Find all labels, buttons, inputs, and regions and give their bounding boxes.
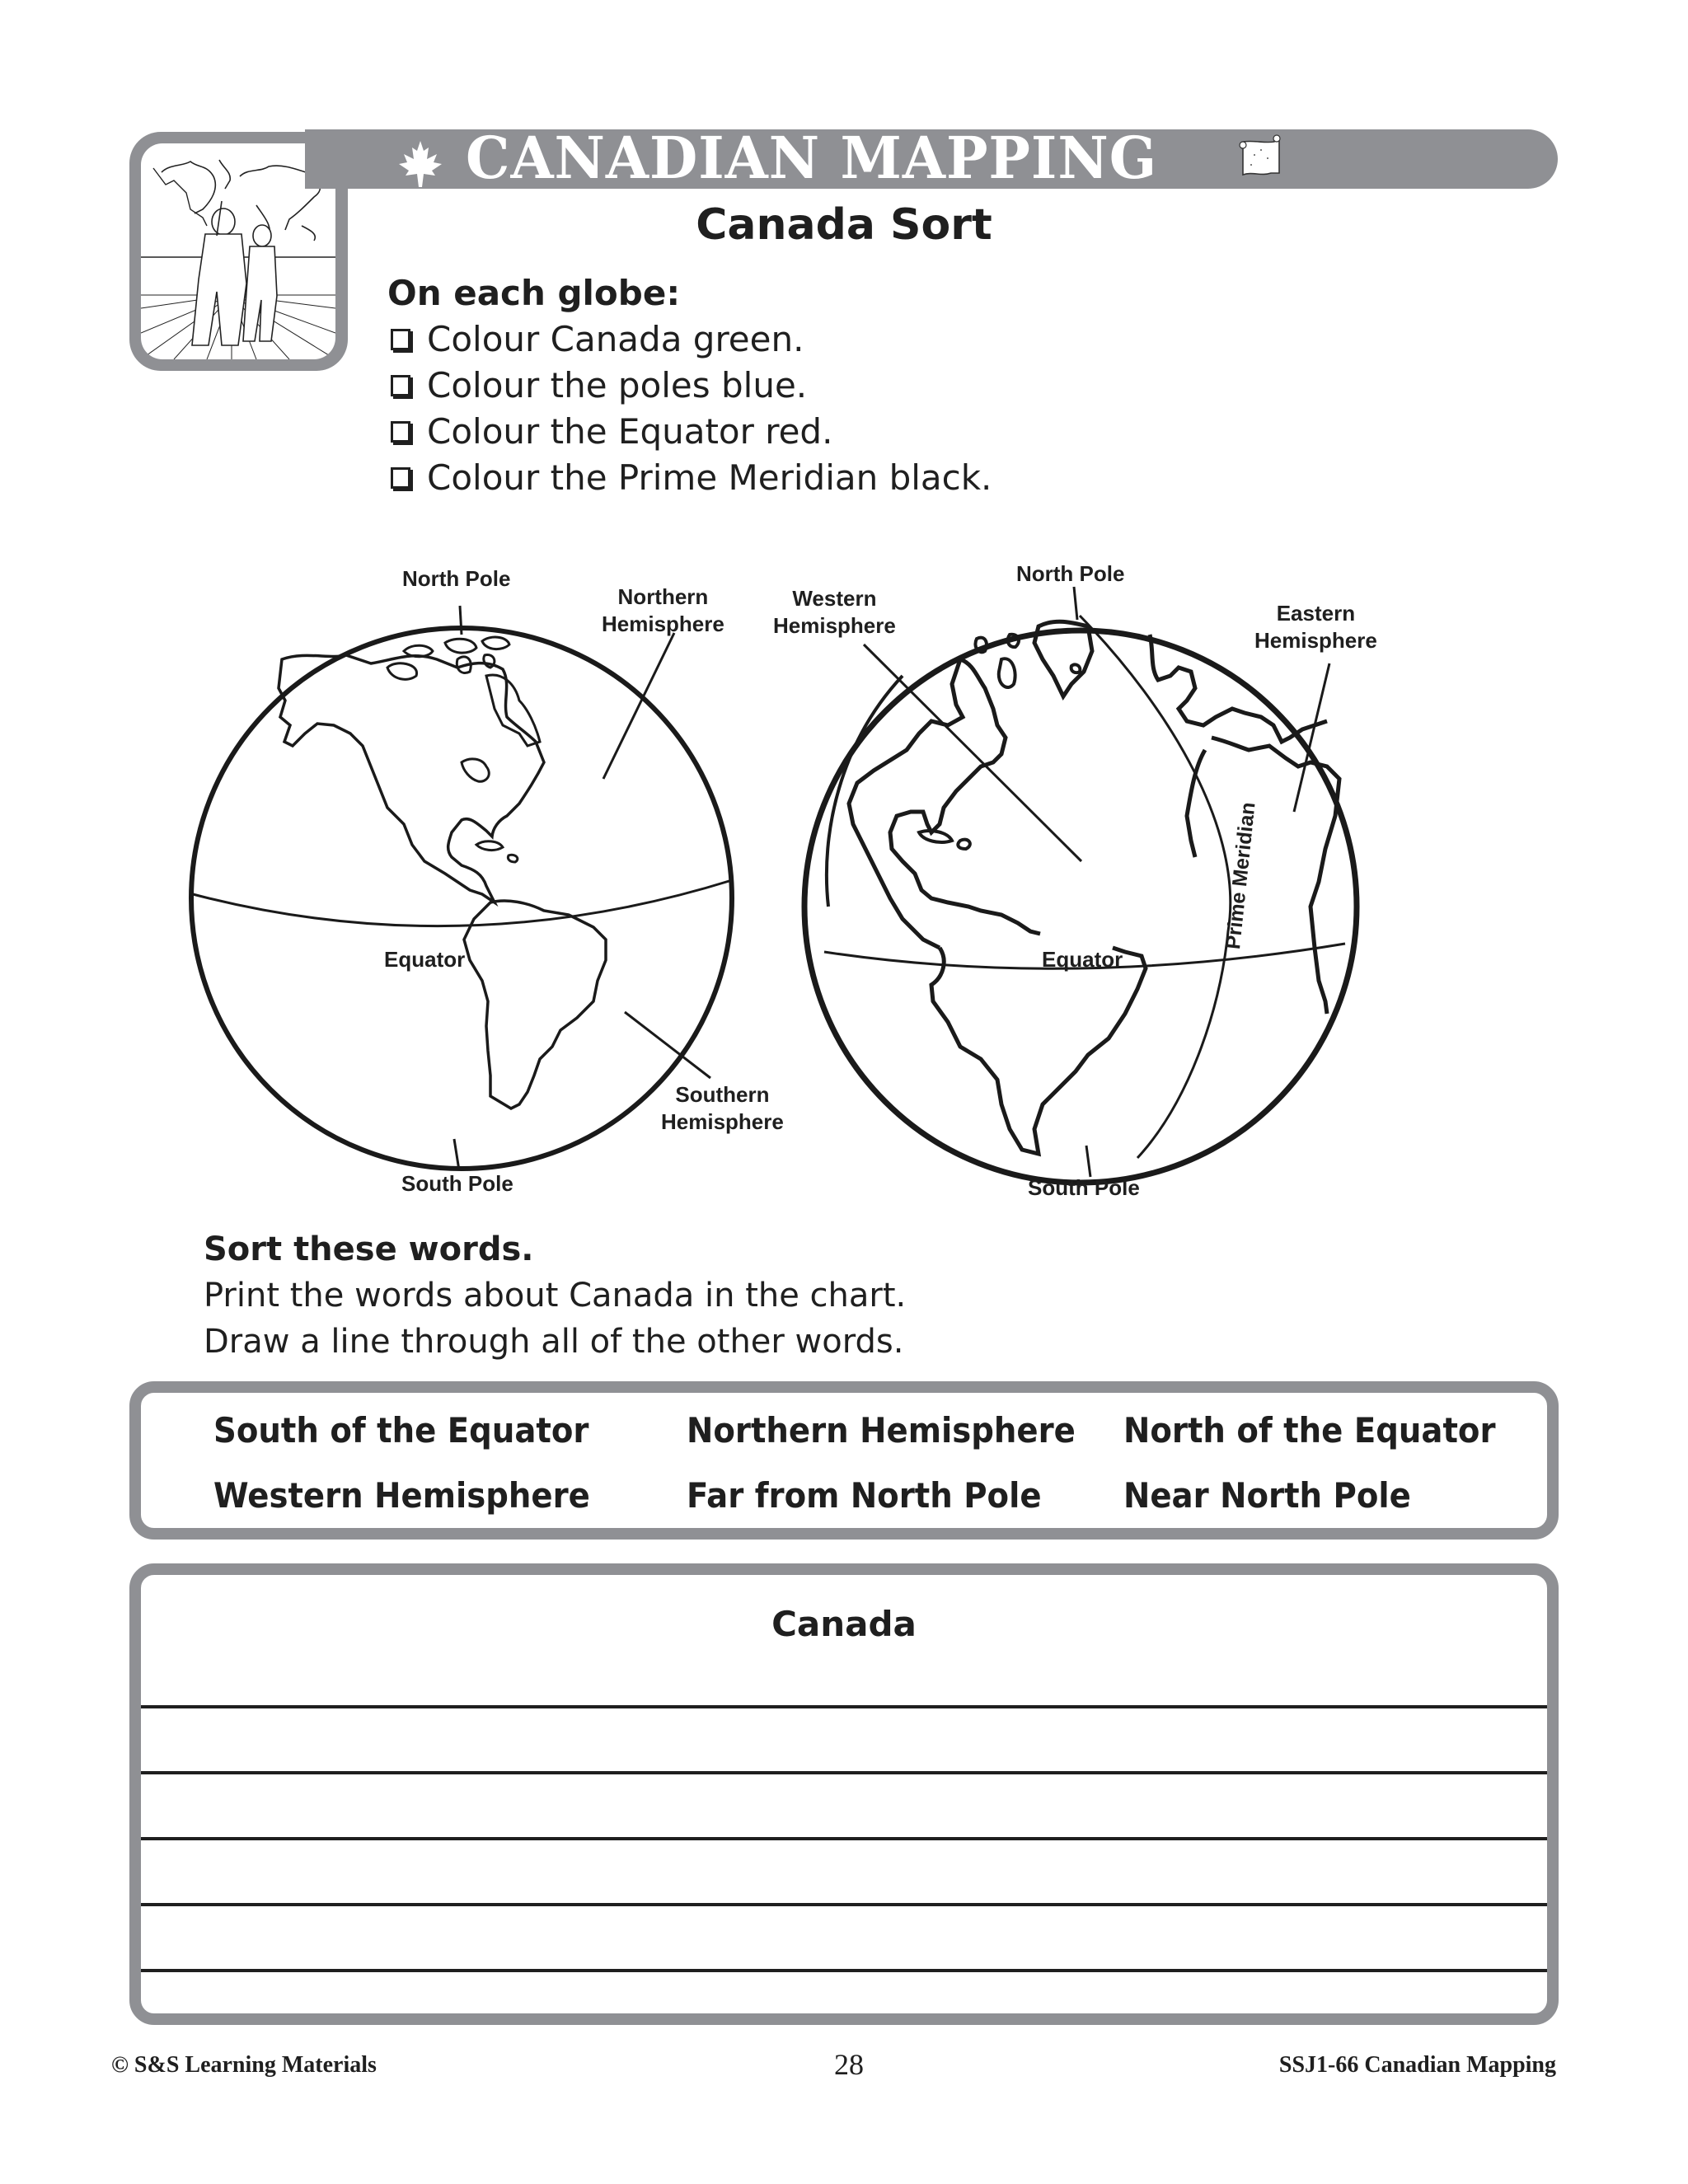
right-globe [804, 587, 1357, 1183]
writing-line[interactable] [141, 1705, 1547, 1708]
writing-line[interactable] [141, 1969, 1547, 1972]
sort-instruction-line: Draw a line through all of the other words. [204, 1323, 904, 1361]
label-line: Eastern [1276, 601, 1356, 626]
checkbox-icon[interactable] [391, 375, 410, 396]
label-line: Hemisphere [773, 613, 896, 638]
word-bank-item[interactable]: Western Hemisphere [213, 1475, 590, 1516]
label-line: Hemisphere [602, 612, 724, 636]
instruction-text: Colour Canada green. [427, 319, 804, 359]
sort-heading: Sort these words. [204, 1230, 534, 1268]
canada-chart [129, 1563, 1559, 2025]
left-south-pole-label: South Pole [401, 1171, 513, 1196]
label-line: Western [792, 586, 877, 611]
writing-line[interactable] [141, 1903, 1547, 1906]
instruction-item [387, 409, 992, 455]
footer-book-title: SSJ1-66 Canadian Mapping [1278, 2052, 1556, 2078]
instruction-text: Colour the Prime Meridian black. [427, 457, 992, 498]
word-bank-item[interactable]: North of the Equator [1123, 1410, 1496, 1451]
instructions-heading: On each globe: [387, 273, 681, 313]
scroll-map-icon [1236, 132, 1287, 178]
instruction-item [387, 316, 992, 363]
page-title: Canada Sort [696, 200, 992, 250]
label-line: Hemisphere [1254, 628, 1377, 653]
label-line: Northern [617, 584, 709, 609]
right-equator-label: Equator [1042, 947, 1123, 972]
sort-instructions [204, 1226, 906, 1365]
left-globe [191, 606, 732, 1170]
right-north-pole-label: North Pole [1016, 561, 1125, 586]
prime-meridian-label: Prime Meridian [1221, 800, 1260, 951]
instruction-text: Colour the poles blue. [427, 365, 808, 405]
western-hemisphere-label [773, 585, 896, 640]
banner-title: CANADIAN MAPPING [466, 124, 1158, 192]
eastern-hemisphere-label [1254, 600, 1377, 654]
word-bank-item[interactable]: Near North Pole [1123, 1475, 1411, 1516]
sort-instruction-line: Print the words about Canada in the chart. [204, 1277, 907, 1315]
globe-instructions [387, 270, 992, 501]
left-equator-label: Equator [384, 947, 466, 972]
checkbox-icon[interactable] [391, 467, 410, 489]
word-bank-item[interactable]: Far from North Pole [687, 1475, 1042, 1516]
page-number: 28 [834, 2048, 864, 2081]
instruction-text: Colour the Equator red. [427, 411, 833, 452]
label-line: Hemisphere [661, 1109, 784, 1134]
left-northern-hemisphere-label [602, 583, 724, 638]
checkbox-icon[interactable] [391, 421, 410, 443]
right-south-pole-label: South Pole [1028, 1175, 1140, 1200]
checkbox-icon[interactable] [391, 329, 410, 350]
instruction-item [387, 363, 992, 409]
instruction-item [387, 455, 992, 501]
word-bank-item[interactable]: South of the Equator [213, 1410, 589, 1451]
word-bank-item[interactable]: Northern Hemisphere [687, 1410, 1076, 1451]
writing-line[interactable] [141, 1837, 1547, 1840]
writing-line[interactable] [141, 1771, 1547, 1774]
chart-title: Canada [771, 1604, 917, 1644]
maple-leaf-icon [394, 138, 447, 190]
word-bank [129, 1381, 1559, 1540]
left-southern-hemisphere-label [661, 1081, 784, 1136]
left-north-pole-label: North Pole [402, 566, 511, 591]
label-line: Southern [675, 1082, 770, 1107]
footer-copyright: © S&S Learning Materials [111, 2052, 377, 2078]
